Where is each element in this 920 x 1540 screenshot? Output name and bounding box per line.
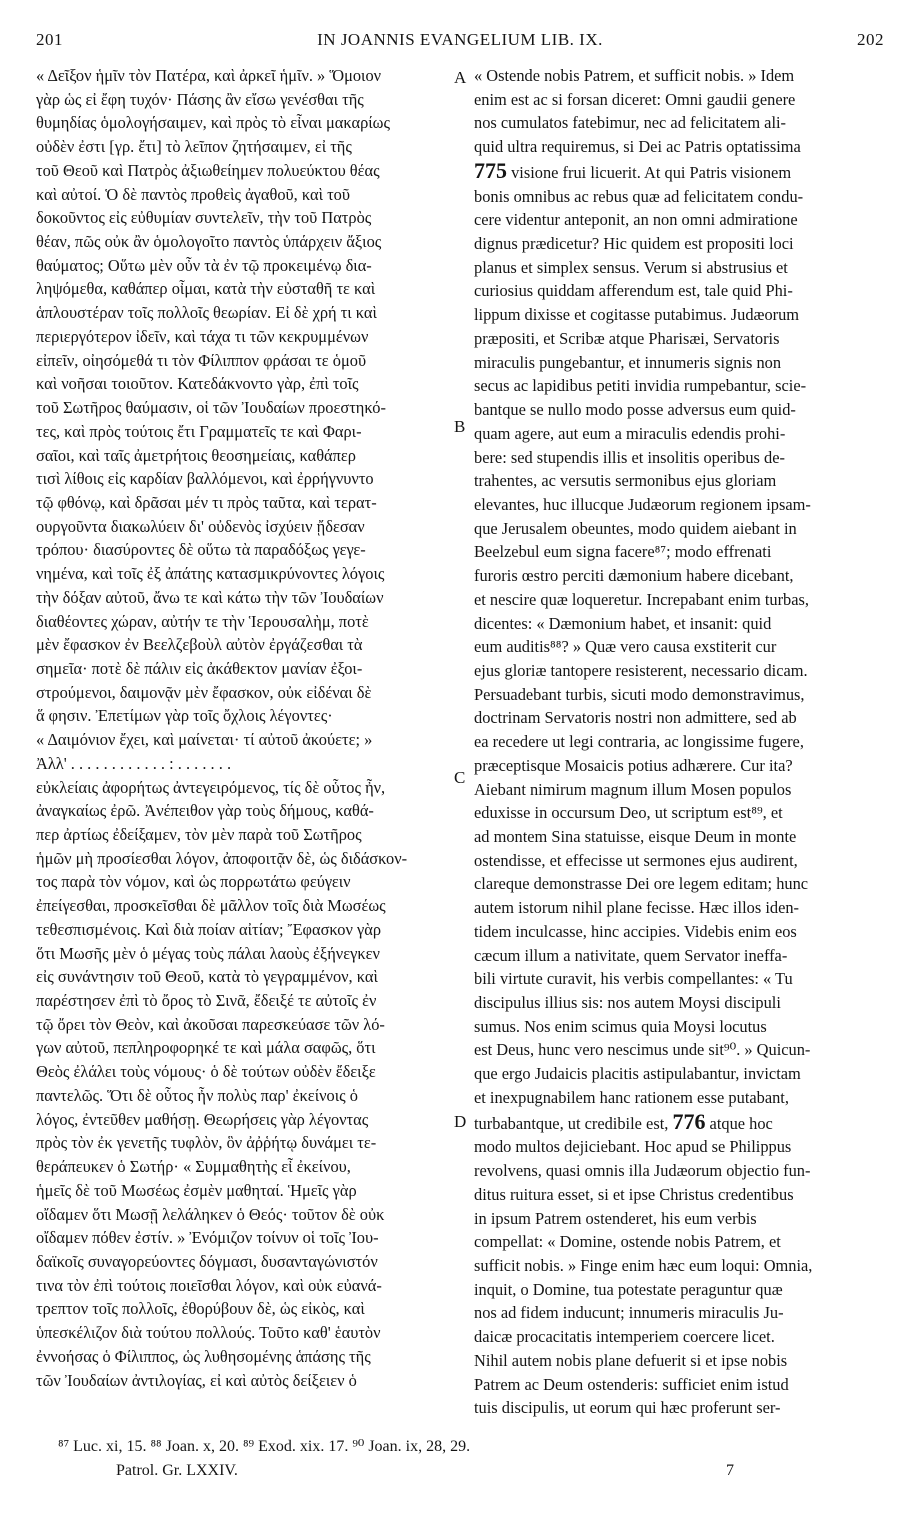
greek-text-line: παρέστησεν ἐπὶ τὸ ὄρος τὸ Σινᾶ, ἔδειξέ τε αὐτοῖς ἐν: [36, 991, 377, 1011]
greek-text-line: τῷ ὄρει τὸν Θεὸν, καὶ ἀκοῦσαι παρεσκεύασε τῶν λό-: [36, 1014, 385, 1034]
running-title: IN JOANNIS EVANGELIUM LIB. IX.: [317, 30, 603, 49]
running-header: [36, 30, 884, 58]
greek-text-line: περιεργότερον ἰδεῖν, καὶ τάχα τι τῶν κεκρυμμένων: [36, 326, 369, 346]
signature-number: 7: [726, 1462, 734, 1479]
greek-text-line: ληψόμεθα, καθάπερ οἶμαι, κατὰ τὴν εὐσταθῆ τε καὶ: [36, 279, 376, 299]
greek-text-line: « Δεῖξον ἡμῖν τὸν Πατέρα, καὶ ἀρκεῖ ἡμῖν. » Ὅμοιον: [36, 66, 382, 85]
greek-text-line: στρούμενοι, δαιμονᾷν μὲν ἔφασκον, οὐκ εἰδέναι δὲ: [36, 682, 372, 702]
left-page-number: 201: [36, 30, 63, 49]
section-marker-a: A: [454, 68, 467, 87]
footnotes: [36, 1436, 884, 1480]
greek-text-line: καὶ αὐτοί. Ὁ δὲ παντὸς προθεὶς ἀγαθοῦ, καὶ τοῦ: [36, 184, 350, 204]
latin-text-line: quid ultra requiremus, si Dei ac Patris optatissima: [474, 137, 801, 157]
greek-text-line: ἁπλουστέραν τοῖς πολλοῖς θεωρίαν. Εἰ δὲ χρή τι καὶ: [36, 303, 377, 323]
latin-text-line: est Deus, hunc vero nescimus unde sit⁹⁰. » Quicun-: [474, 1040, 811, 1060]
greek-text-line: σαῖοι, καὶ ταῖς ἀμετρήτοις θεοσημείαις, καθάπερ: [36, 445, 356, 465]
latin-text-line: præceptisque Mosaicis potius adhærere. Cur ita?: [474, 755, 793, 775]
greek-text-line: δαϊκοῖς συναγορεύοντες δόγμασι, δυσανταγώνιστόν: [36, 1251, 378, 1271]
latin-text-line: præpositi, et Scribæ atque Pharisæi, Servatoris: [474, 328, 780, 348]
greek-text-line: « Δαιμόνιον ἔχει, καὶ μαίνεται· τί αὐτοῦ ἀκούετε; »: [36, 730, 373, 750]
latin-text-line: autem istorum nihil plane fecisse. Hæc illos iden-: [474, 898, 800, 918]
latin-text-line: lippum dixisse et cogitasse putabimus. Judæorum: [474, 305, 800, 325]
footnote-list: ⁸⁷ Luc. xi, 15. ⁸⁸ Joan. x, 20. ⁸⁹ Exod. xix. 17. ⁹⁰ Joan. ix, 28, 29.: [58, 1438, 471, 1455]
latin-text-line: cere videntur anteponit, an non omni admiratione: [474, 210, 798, 230]
greek-text-line: τισὶ λίθοις εἰς καρδίαν βαλλόμενοι, καὶ ἐρρήγνυντο: [36, 469, 374, 489]
greek-text-line: οἴδαμεν ὅτι Μωσῇ λελάληκεν ὁ Θεός· τοῦτον δὲ οὐκ: [36, 1204, 385, 1224]
greek-text-line: τεθεσπισμένοις. Καὶ διὰ ποίαν αἰτίαν; Ἔφασκον γὰρ: [36, 919, 382, 939]
greek-text-line: τρεπτον τοῖς πολλοῖς, ἐθορύβουν δὲ, ὡς εἰκὸς, καὶ: [36, 1299, 365, 1319]
latin-text-line: Nihil autem nobis plane defuerit si et ipse nobis: [474, 1350, 788, 1370]
greek-text-line: τινα τὸν ἐπὶ τούτοις ποιεῖσθαι λόγον, καὶ οὐκ εὐανά-: [36, 1275, 382, 1295]
latin-text-line: Aiebant nimirum magnum illum Mosen populos: [474, 779, 792, 799]
latin-text-line: daicæ procacitatis intemperiem coercere licet.: [474, 1327, 775, 1347]
latin-text-line: eum auditis⁸⁸? » Quæ vero causa exstiterit cur: [474, 637, 777, 657]
greek-text-line: γων αὐτοῦ, πεπληροφορηκέ τε καὶ μάλα σαφῶς, ὅτι: [36, 1038, 376, 1058]
latin-text-line: elevantes, huc illucque Judæorum regionem ipsam-: [474, 494, 811, 514]
latin-text-line: tidem inculcasse, hinc accipies. Videbis enim eos: [474, 921, 797, 941]
latin-text-line: miraculis pungebantur, et innumeris signis non: [474, 352, 782, 372]
latin-text-line: trahentes, ac versutis sermonibus ejus gloriam: [474, 471, 777, 491]
latin-text-line: ejus gloriæ tantopere resisterent, necessario dicam.: [474, 660, 808, 680]
latin-text-line: turbabantque, ut credibile est, 776 atque hoc: [474, 1109, 773, 1134]
latin-text-line: ad montem Sina statuisse, eisque Deum in monte: [474, 827, 797, 846]
latin-text-line: Persuadebant turbis, sicuti modo demonstravimus,: [474, 684, 805, 704]
latin-text-line: planus et simplex sensus. Verum si abstrusius et: [474, 257, 788, 277]
latin-text-line: bonis omnibus ac rebus quæ ad felicitatem condu-: [474, 186, 804, 206]
greek-text-line: εἰς συνάντησιν τοῦ Θεοῦ, κατὰ τὸ γεγραμμένον, καὶ: [36, 967, 378, 987]
latin-text-line: ostendisse, et effecisse ut sermones ejus audirent,: [474, 850, 798, 870]
latin-text-line: discipulus illius sis: nos autem Moysi discipuli: [474, 993, 781, 1013]
greek-text-line: λόγος, ἐντεῦθεν μαθήσῃ. Θεωρήσεις γὰρ λέγοντας: [36, 1109, 369, 1129]
latin-text-line: sumus. Nos enim scimus quia Moysi locutus: [474, 1016, 767, 1036]
latin-text-line: secus ac lapidibus petiti invidia rumpebantur, scie-: [474, 376, 807, 396]
section-marker-c: C: [454, 768, 466, 787]
greek-text-line: ουργοῦντα διακωλύειν δι' οὐδενὸς ἰσχύειν ᾔδεσαν: [36, 516, 365, 536]
latin-text-line: dicentes: « Dæmonium habet, et insanit: quid: [474, 613, 772, 633]
greek-text-line: θεράπευκεν ὁ Σωτήρ· « Συμμαθητὴς εἶ ἐκείνου,: [36, 1157, 351, 1177]
signature-left: Patrol. Gr. LXXIV.: [116, 1462, 238, 1479]
greek-text-line: ἡμῶν μὴ προσίεσθαι λόγον, ἀποφοιτᾷν δὲ, ὡς διδάσκον-: [36, 848, 408, 868]
greek-text-line: ὅτι Μωσῆς μὲν ὁ μέγας τοὺς πάλαι λαοὺς ἐξήνεγκεν: [36, 943, 380, 963]
greek-text-line: θέαν, πῶς οὐκ ἂν ὁμολογοῖτο παντὸς ὑπάρχειν ἄξιος: [36, 232, 382, 252]
greek-text-line: εὐκλείαις ἀφορήτως ἀντεγειρόμενος, τίς δὲ οὗτος ἦν,: [36, 777, 386, 797]
latin-text-line: enim est ac si forsan diceret: Omni gaudii genere: [474, 89, 796, 109]
greek-text-line: παντελῶς. Ὅτι δὲ οὗτος ἦν πολὺς παρ' ἐκείνοις ὁ: [36, 1085, 358, 1105]
latin-text-line: ea recedere ut legi contraria, ac longissime fugere,: [474, 732, 804, 752]
greek-text-line: πρὸς τὸν ἐκ γενετῆς τυφλὸν, ὃν ἀῤῥήτῳ δυνάμει τε-: [36, 1133, 377, 1153]
greek-text-line: μὲν ἔφασκον ἐν Βεελζεβοὺλ αὐτὸν ἐργάζεσθαι τὰ: [36, 635, 363, 655]
latin-text-line: nos cumulatos fatebimur, nec ad felicitatem ali-: [474, 113, 787, 133]
latin-text-line: bantque se nullo modo posse adversus eum quid-: [474, 400, 796, 420]
latin-text-line: curiosius quiddam afferendum est, tale quid Phi-: [474, 281, 793, 301]
latin-text-line: inquit, o Domine, tua potestate peraguntur quæ: [474, 1279, 783, 1299]
latin-text-line: que Jerusalem obeuntes, modo quidem aiebant in: [474, 518, 797, 538]
greek-text-line: εἰπεῖν, οἰησόμεθά τι τὸν Φίλιππον φράσαι τε ὁμοῦ: [36, 350, 367, 370]
latin-text-line: revolvens, quasi omnis illa Judæorum objectio fun-: [474, 1161, 811, 1181]
migne-column-776: 776: [672, 1109, 706, 1134]
greek-text-line: ἡμεῖς δὲ τοῦ Μωσέως ἐσμὲν μαθηταί. Ἡμεῖς γὰρ: [36, 1180, 357, 1200]
latin-text-line: dignus prædicetur? Hic quidem est propositi loci: [474, 234, 794, 254]
greek-text-line: τες, καὶ πρὸς τούτοις ἔτι Γραμματεῖς τε καὶ Φαρι-: [36, 421, 362, 441]
latin-text-line: clareque demonstrasse Dei ore legem editam; hunc: [474, 874, 809, 894]
section-marker-b: B: [454, 417, 466, 436]
greek-text-line: τὴν δόξαν αὐτοῦ, ἄνω τε καὶ κάτω τὴν τῶν Ἰουδαίων: [36, 587, 384, 607]
latin-text-line: furoris œstro perciti dæmonium habere dicebant,: [474, 566, 794, 586]
latin-text-line: modo multos dejiciebant. Hoc apud se Philippus: [474, 1137, 792, 1157]
greek-text-line: ὑπεσκέλιζον διὰ τούτου πολλούς. Τοῦτο καθ' ἑαυτὸν: [36, 1323, 381, 1343]
greek-text-line: περ ἀρτίως ἐδείξαμεν, τὸν μὲν παρὰ τοῦ Σωτῆρος: [36, 825, 362, 844]
latin-text-line: sufficit nobis. » Finge enim hæc eum loqui: Omnia,: [474, 1255, 813, 1275]
greek-text-line: ἐπείγεσθαι, προσκεῖσθαι δὲ μᾶλλον τοῖς διὰ Μωσέως: [36, 896, 386, 916]
latin-text-line: compellat: « Domine, ostende nobis Patrem, et: [474, 1232, 781, 1252]
latin-text-line: ditus ruitura esset, si et ipse Christus credentibus: [474, 1184, 794, 1204]
latin-column: [474, 64, 884, 1424]
greek-text-line: θαύματος; Οὕτω μὲν οὖν τὰ ἐν τῷ προκειμένῳ δια-: [36, 255, 372, 275]
latin-text-line: Beelzebul eum signa facere⁸⁷; modo effrenati: [474, 542, 772, 562]
greek-text-line: θυμηδίας ὁμολογήσαιμεν, καὶ πρὸς τὸ εἶναι μακαρίως: [36, 113, 390, 133]
latin-text-line: cæcum illum a nativitate, quem Servator ineffa-: [474, 945, 788, 965]
greek-text-line: τοῦ Θεοῦ καὶ Πατρὸς ἀξιωθείημεν πολυεύκτου θέας: [36, 160, 380, 180]
greek-text-line: ἅ φησιν. Ἐπετίμων γὰρ τοῖς ὄχλοις λέγοντες·: [36, 706, 333, 726]
migne-column-775: 775: [474, 158, 507, 183]
greek-text-line: τῶν Ἰουδαίων ἀντιλογίας, εἰ καὶ αὐτὸς δείξειεν ὁ: [36, 1370, 357, 1390]
latin-text-line: 775 visione frui licuerit. At qui Patris visionem: [474, 158, 792, 183]
latin-text-line: bili virtute curavit, his verbis compellantes: « Tu: [474, 969, 793, 989]
latin-text-line: que ergo Judaicis placitis astipulabantur, invictam: [474, 1064, 801, 1084]
greek-text-line: καὶ νοῆσαι τοιοῦτον. Κατεδάκνοντο γὰρ, ἐπὶ τοῖς: [36, 374, 359, 394]
greek-text-line: τοῦ Σωτῆρος θαύμασιν, οἱ τῶν Ἰουδαίων προεστηκό-: [36, 398, 386, 418]
greek-text-line: οἴδαμεν πόθεν ἐστίν. » Ἐνόμιζον τοίνυν οἱ τοῖς Ἰου-: [36, 1228, 379, 1248]
greek-text-line: σημεῖα· ποτὲ δὲ πάλιν εἰς ἀκάθεκτον μανίαν ἐξοι-: [36, 658, 363, 678]
greek-text-line: οὐδὲν ἐστι [γρ. ἔτι] τὸ λεῖπον ζητήσαιμεν, εἰ τῆς: [36, 137, 352, 157]
greek-text-line: γὰρ ὡς εἰ ἔφη τυχόν· Πάσης ἂν εἴσω γενέσθαι τῆς: [36, 89, 364, 109]
latin-text-line: doctrinam Servatoris nostri non admittere, sed ab: [474, 708, 797, 728]
latin-text-line: quam agere, aut eum a miraculis edendis prohi-: [474, 423, 786, 443]
latin-text-line: et nescire quæ loqueretur. Increpabant enim turbas,: [474, 589, 809, 609]
latin-text-line: tuis discipulis, ut eorum qui hæc proferunt ser-: [474, 1398, 781, 1418]
latin-text-line: eduxisse in occursum Deo, ut scriptum est⁸⁹, et: [474, 803, 783, 823]
latin-text-line: bere: sed stupendis illis et insolitis operibus de-: [474, 447, 785, 467]
greek-text-line: Ἀλλ' . . . . . . . . . . . . : . . . . . . .: [36, 753, 232, 773]
greek-text-line: ἐννοήσας ὁ Φίλιππος, ὡς λυθησομένης ἁπάσης τῆς: [36, 1346, 371, 1366]
latin-text-line: et inexpugnabilem hanc rationem esse putabant,: [474, 1087, 789, 1107]
latin-text-line: « Ostende nobis Patrem, et sufficit nobis. » Idem: [474, 66, 795, 85]
right-page-number: 202: [857, 30, 884, 49]
greek-column: [36, 64, 452, 1424]
latin-text-line: in ipsum Patrem ostenderet, his eum verbis: [474, 1208, 757, 1228]
latin-text-line: nos ad fidem inducunt; innumeris miraculis Ju-: [474, 1303, 784, 1323]
greek-text-line: νημένα, καὶ τοῖς ἐξ ἀπάτης κατασμικρύνοντες λόγοις: [36, 564, 385, 584]
greek-text-line: ἀναγκαίως ἐρῶ. Ἀνέπειθον γὰρ τοὺς δήμους, καθά-: [36, 801, 374, 821]
signature-line: [36, 1462, 884, 1480]
greek-text-line: Θεὸς ἐλάλει τοὺς νόμους· ὁ δὲ τούτων οὐδὲν ἔδειξε: [36, 1062, 376, 1082]
greek-text-line: διαθέοντες χώραν, αὐτήν τε τὴν Ἱερουσαλὴμ, ποτὲ: [36, 611, 369, 631]
section-marker-d: D: [454, 1112, 467, 1131]
greek-text-line: τρόπου· διασύροντες δὲ οὕτω τὰ παραδόξως γεγε-: [36, 540, 366, 560]
greek-text-line: τος παρὰ τὸν νόμον, καὶ ὡς πορρωτάτω φεύγειν: [36, 872, 351, 892]
latin-text-line: Patrem ac Deum ostenderis: sufficiet enim istud: [474, 1374, 789, 1394]
greek-text-line: δοκοῦντος εἰς εὐθυμίαν συντελεῖν, τὴν τοῦ Πατρὸς: [36, 208, 372, 228]
greek-text-line: τῷ φθόνῳ, καὶ δρᾶσαι μέν τι πρὸς ταῦτα, καὶ τερατ-: [36, 492, 377, 512]
